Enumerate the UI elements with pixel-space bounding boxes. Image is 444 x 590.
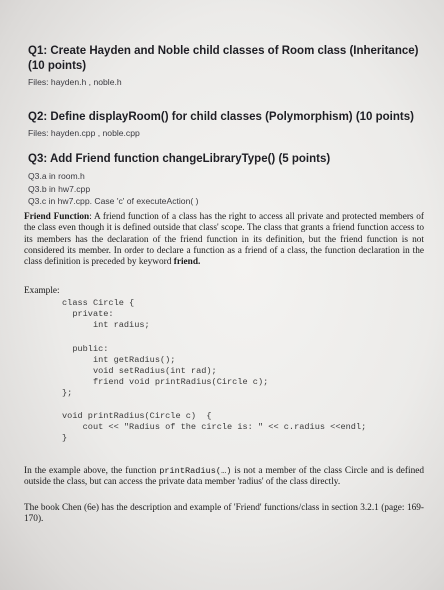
code-line: int getRadius(); [62, 355, 176, 365]
code-line: void setRadius(int rad); [62, 366, 217, 376]
question-3 [28, 152, 430, 208]
explanation-paragraph [24, 466, 424, 489]
friend-function-heading: Friend Function [24, 212, 90, 222]
code-line: } [62, 433, 68, 443]
book-reference: The book Chen (6e) has the description and example of 'Friend' functions/class in section 3.2.1 (page: 169-170). [24, 503, 424, 525]
code-line: friend void printRadius(Circle c); [62, 377, 269, 387]
example-label: Example: [24, 286, 60, 296]
question-1-files: Files: hayden.h , noble.h [28, 77, 122, 87]
question-2-files: Files: hayden.cpp , noble.cpp [28, 128, 140, 138]
code-line: void printRadius(Circle c) { [62, 411, 212, 421]
code-line: cout << "Radius of the circle is: " << c.radius <<endl; [62, 422, 367, 432]
question-1 [28, 44, 430, 88]
code-line: int radius; [62, 320, 150, 330]
code-block [62, 298, 442, 458]
question-3-item: Q3.b in hw7.cpp [28, 183, 91, 194]
code-line: private: [62, 309, 114, 319]
explanation-text: In the example above, the function [24, 466, 160, 476]
code-line: class Circle { [62, 298, 135, 308]
friend-function-text: : A friend function of a class has the right to access all private and protected members of the class even though it is defined outside that class' scope. The class that grants a friend function access to its members has the declaration of the friend function in its definition, but the friend function is not considered its member. In order to declare a function as a friend of a class, the function declaration in the class definition is preceded by keyword [24, 212, 424, 268]
question-2-title: Q2: Define displayRoom() for child classes (Polymorphism) (10 points) [28, 111, 414, 123]
code-line: public: [62, 344, 109, 354]
question-3-title: Q3: Add Friend function changeLibraryType() (5 points) [28, 153, 331, 165]
friend-keyword: friend. [173, 257, 201, 268]
question-1-title: Q1: Create Hayden and Noble child classes of Room class (Inheritance) (10 points) [28, 45, 419, 72]
code-line: }; [62, 388, 73, 398]
question-3-item: Q3.a in room.h [28, 171, 85, 181]
question-2 [28, 110, 430, 139]
friend-function-paragraph [24, 212, 424, 268]
explanation-text: is not a member of the class Circle and is defined outside the class, but can access the private data member 'radius' of the class directly. [24, 466, 424, 488]
question-3-item: Q3.c in hw7.cpp. Case 'c' of executeAction( ) [28, 196, 199, 206]
explanation-code-word: printRadius(…) [159, 466, 232, 476]
